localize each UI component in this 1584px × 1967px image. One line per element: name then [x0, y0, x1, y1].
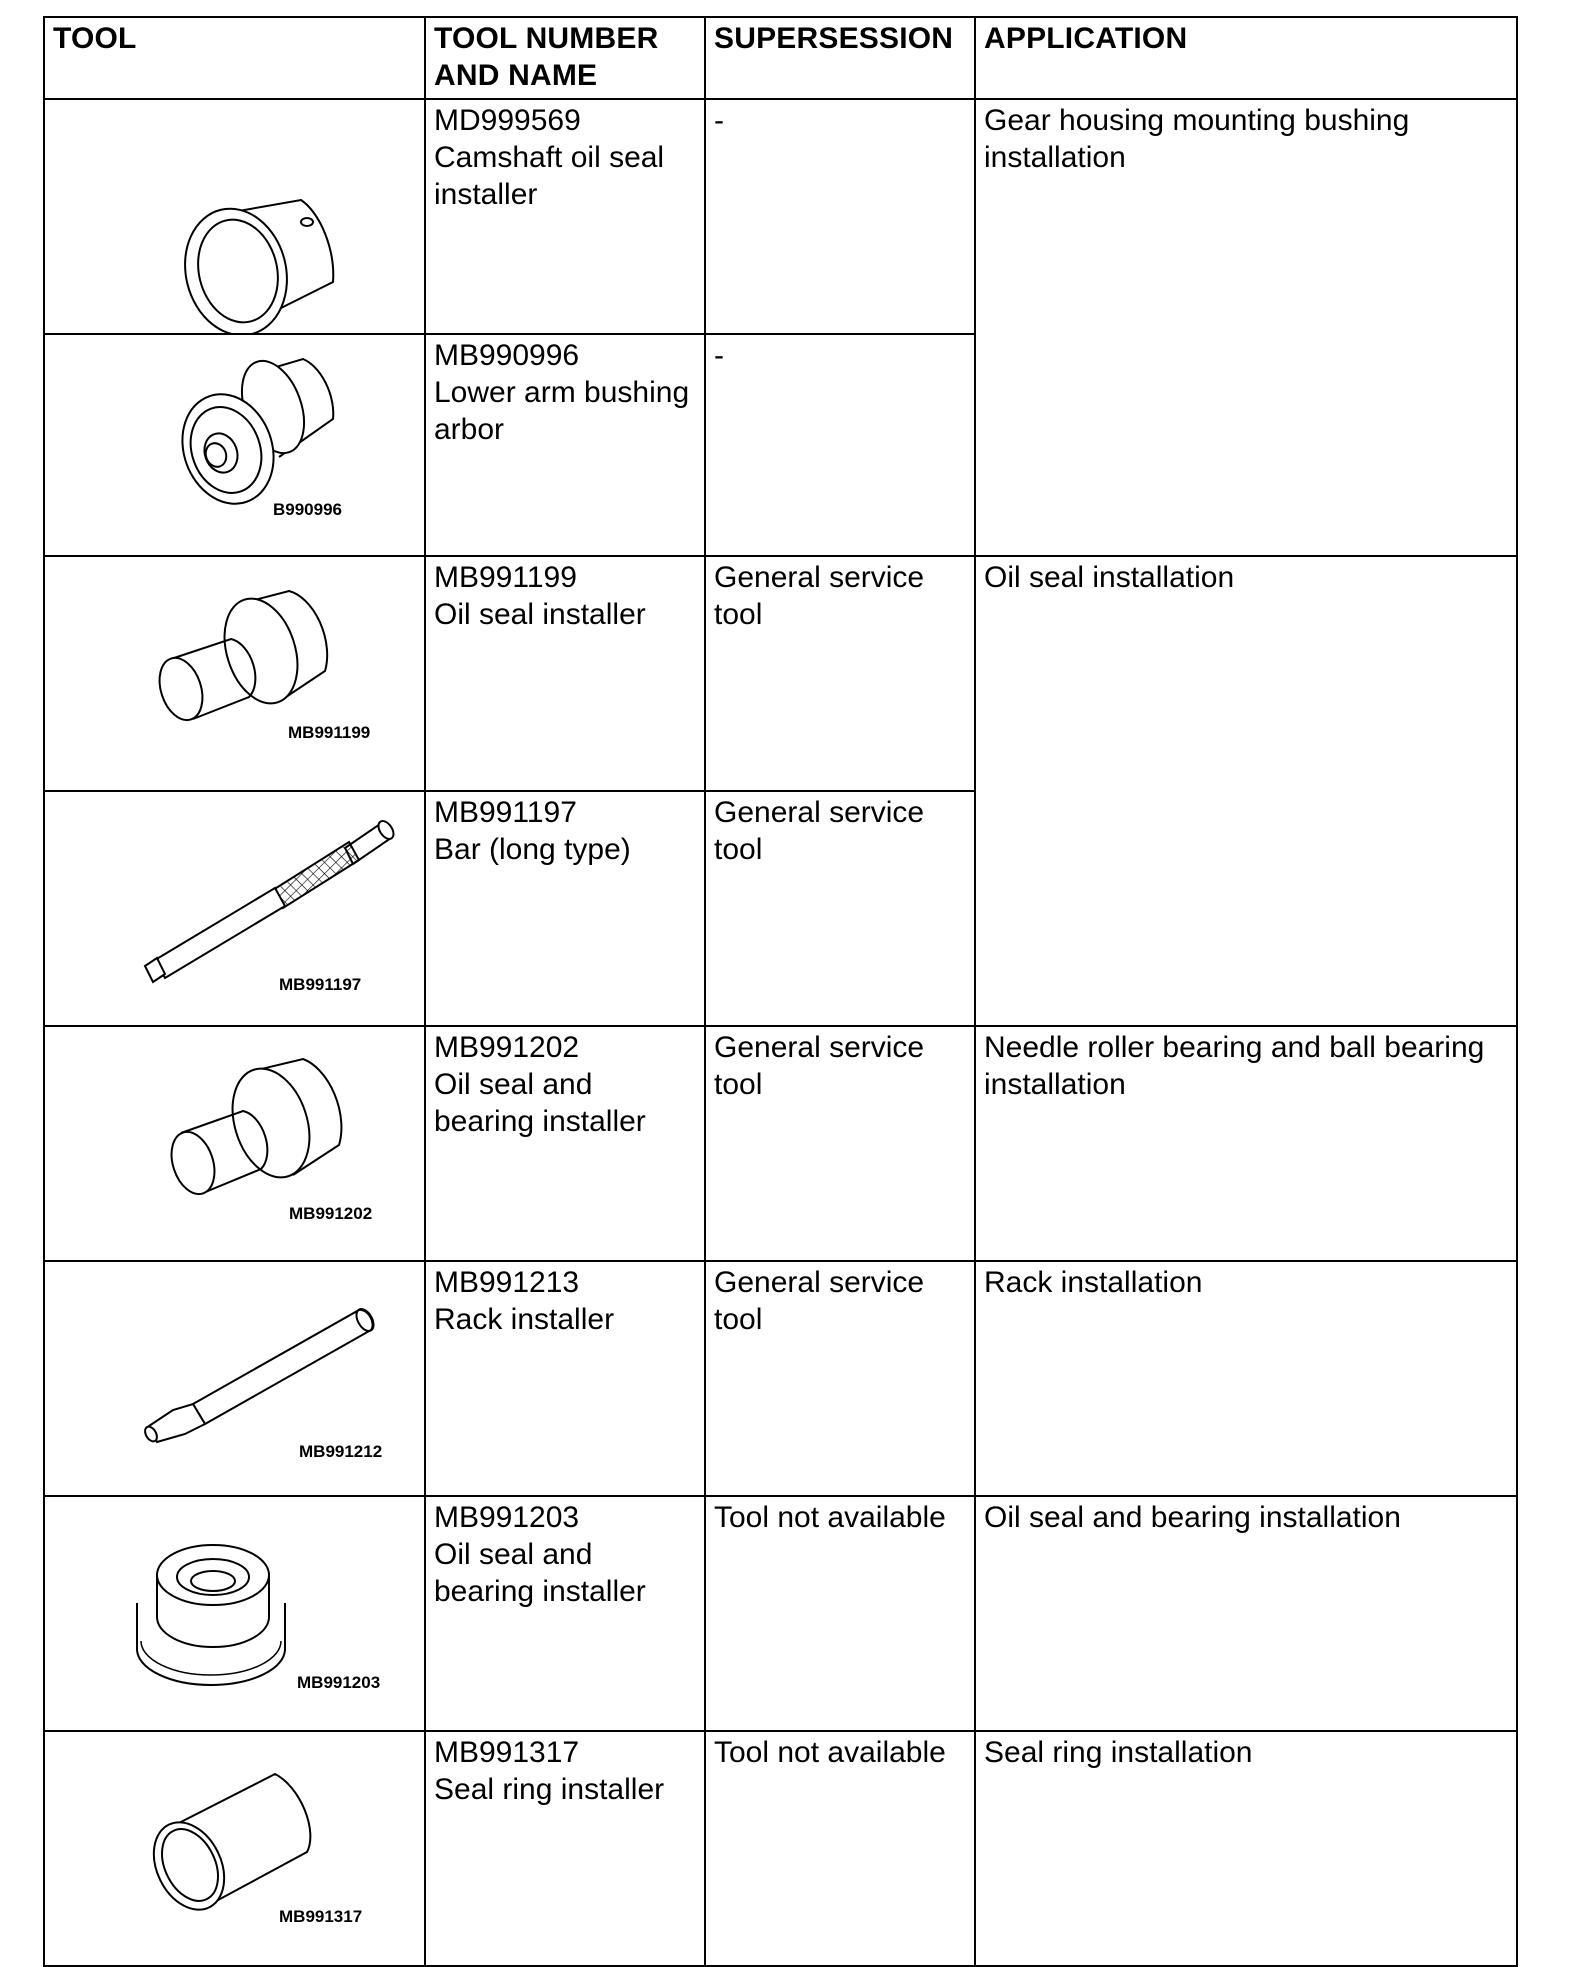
ring-installer-icon [53, 1499, 434, 1730]
tool-number: MB991199 [434, 561, 577, 594]
tool-number: MB991203 [434, 1501, 580, 1534]
tool-number-name-cell [425, 1496, 705, 1731]
tool-number: MB991317 [434, 1736, 580, 1769]
tool-number-name-cell [425, 1261, 705, 1496]
tool-drawing-label: MB991199 [288, 723, 371, 742]
table-row [44, 556, 1517, 791]
tool-number-name-cell [425, 791, 705, 1026]
tool-drawing-label: MB991202 [289, 1204, 373, 1223]
special-tools-table [43, 16, 1518, 1967]
supersession-cell: General service tool [705, 1261, 975, 1496]
supersession-cell: Tool not available [705, 1731, 975, 1966]
tool-illustration-cell [44, 1496, 425, 1731]
tool-number: MB990996 [434, 339, 580, 372]
tool-drawing-label: MB991212 [299, 1442, 383, 1461]
tool-number: MB991213 [434, 1266, 580, 1299]
tool-number-name-cell [425, 334, 705, 556]
header-supersession: SUPERSESSION [705, 17, 975, 99]
application-cell: Gear housing mounting bushing installation [975, 99, 1517, 556]
tool-illustration-cell [44, 334, 425, 556]
tool-number-name-cell [425, 556, 705, 791]
header-tool: TOOL [44, 17, 425, 99]
tool-number: MD999569 [434, 104, 581, 137]
tool-name: Camshaft oil seal installer [434, 141, 673, 211]
tool-number-name-cell [425, 99, 705, 334]
tool-number: MB991197 [434, 796, 577, 829]
tool-illustration-cell [44, 791, 425, 1026]
tool-illustration-cell [44, 1261, 425, 1496]
application-cell: Seal ring installation [975, 1731, 1517, 1966]
table-row [44, 1496, 1517, 1731]
supersession-cell: General service tool [705, 1026, 975, 1261]
knurled-bar-icon [53, 794, 434, 1025]
application-cell: Oil seal and bearing installation [975, 1496, 1517, 1731]
tool-number-name-cell [425, 1731, 705, 1966]
header-application: APPLICATION [975, 17, 1517, 99]
tool-name: Oil seal and bearing installer [434, 1068, 646, 1138]
tool-drawing-label: MB991203 [297, 1673, 381, 1692]
tool-illustration-cell [44, 1026, 425, 1261]
tool-name: Oil seal installer [434, 598, 646, 631]
tube-installer-icon [53, 1734, 434, 1965]
tool-name: Seal ring installer [434, 1773, 665, 1806]
supersession-cell: General service tool [705, 791, 975, 1026]
tool-illustration-cell [44, 1731, 425, 1966]
header-row [44, 17, 1517, 99]
tool-name: Bar (long type) [434, 833, 631, 866]
table-row [44, 99, 1517, 334]
tool-number: MB991202 [434, 1031, 580, 1064]
tool-drawing-label: MB991197 [279, 975, 362, 994]
stepped-installer-icon [53, 559, 434, 790]
table-row [44, 1261, 1517, 1496]
tool-drawing-label: B990996 [273, 500, 343, 519]
application-cell: Oil seal installation [975, 556, 1517, 1026]
stepped-installer-icon [53, 1029, 434, 1260]
bushing-arbor-icon [53, 337, 434, 555]
header-tool-number: TOOL NUMBER AND NAME [425, 17, 705, 99]
tool-name: Rack installer [434, 1303, 615, 1336]
application-cell: Rack installation [975, 1261, 1517, 1496]
tool-number-name-cell [425, 1026, 705, 1261]
supersession-cell: - [705, 334, 975, 556]
supersession-cell: - [705, 99, 975, 334]
tool-drawing-label: MB991317 [279, 1907, 363, 1926]
tool-name: Lower arm bushing arbor [434, 376, 698, 446]
table-row [44, 1026, 1517, 1261]
supersession-cell: Tool not available [705, 1496, 975, 1731]
tool-name: Oil seal and bearing installer [434, 1538, 646, 1608]
tool-illustration-cell [44, 99, 425, 334]
sleeve-installer-icon [53, 102, 434, 333]
tool-illustration-cell [44, 556, 425, 791]
supersession-cell: General service tool [705, 556, 975, 791]
table-row [44, 1731, 1517, 1966]
application-cell: Needle roller bearing and ball bearing installation [975, 1026, 1517, 1261]
